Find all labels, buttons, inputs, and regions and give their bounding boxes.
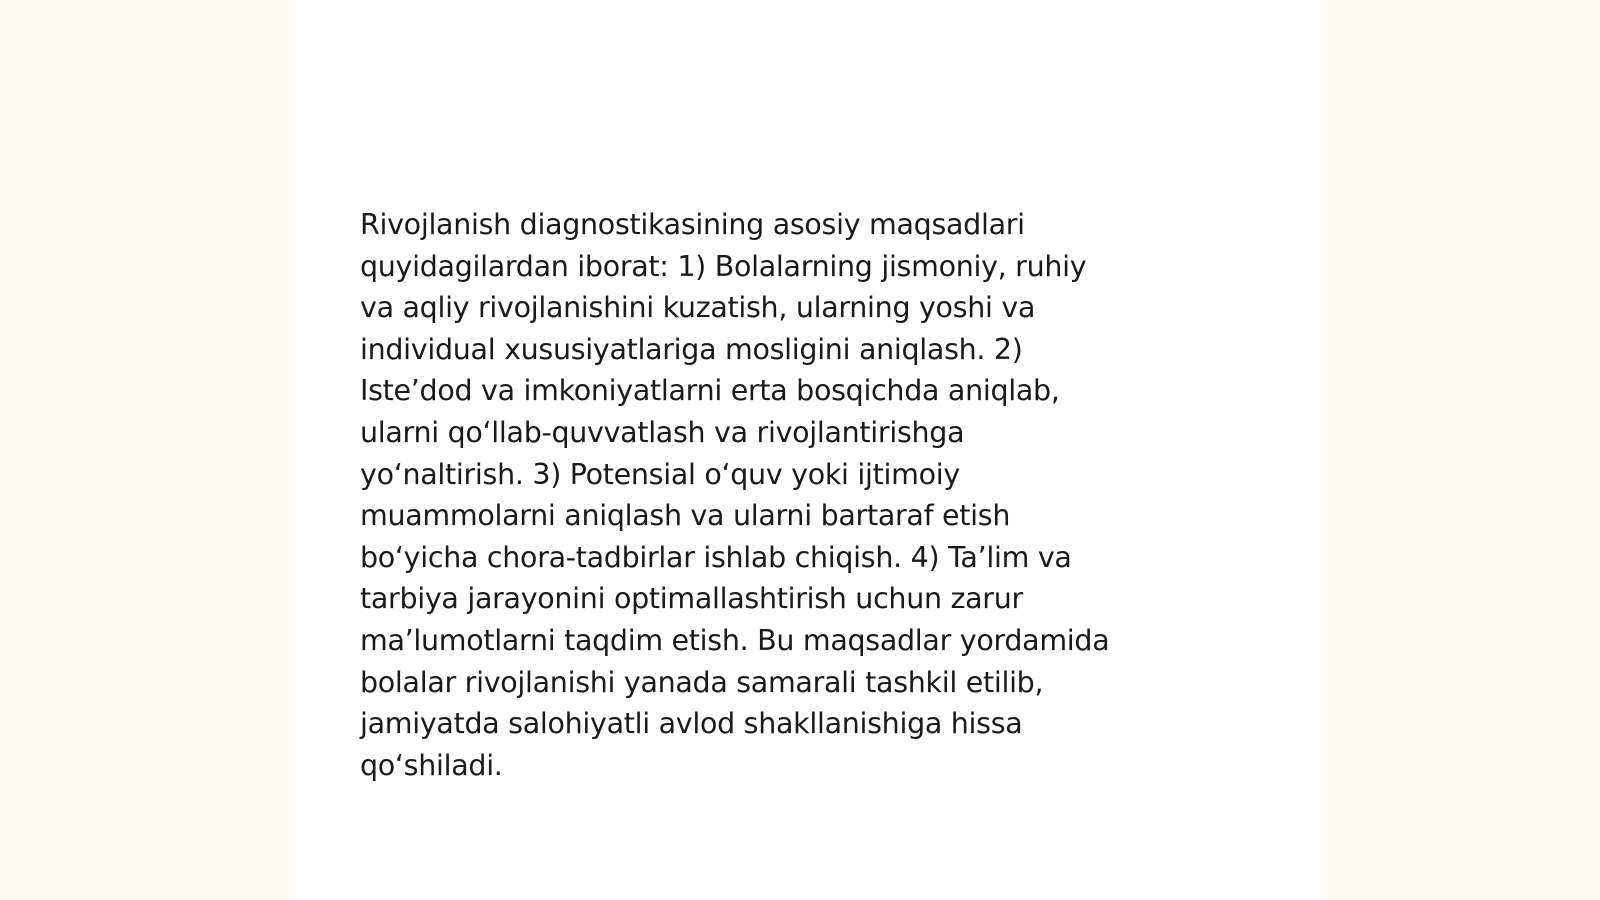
body-line-12: bolalar rivojlanishi yanada samarali tashkil etilib, xyxy=(360,665,1044,699)
body-line-5: Iste’dod va imkoniyatlarni erta bosqichda aniqlab, xyxy=(360,374,1060,408)
body-line-8: muammolarni aniqlash va ularni bartaraf etish xyxy=(360,499,1011,533)
body-line-4: individual xususiyatlariga mosligini aniqlash. 2) xyxy=(360,332,1023,366)
body-line-14: qo‘shiladi. xyxy=(360,748,503,782)
body-line-11: ma’lumotlarni taqdim etish. Bu maqsadlar yordamida xyxy=(360,623,1110,657)
body-line-13: jamiyatda salohiyatli avlod shakllanishiga hissa xyxy=(360,707,1023,741)
body-line-10: tarbiya jarayonini optimallashtirish uchun zarur xyxy=(360,582,1023,616)
slide-body-text xyxy=(360,204,1240,786)
body-line-7: yo‘naltirish. 3) Potensial o‘quv yoki ijtimoiy xyxy=(360,457,960,491)
body-line-1: Rivojlanish diagnostikasining asosiy maqsadlari xyxy=(360,208,1025,241)
slide xyxy=(296,0,1320,900)
body-line-9: bo‘yicha chora-tadbirlar ishlab chiqish. 4) Ta’lim va xyxy=(360,540,1072,574)
body-line-2: quyidagilardan iborat: 1) Bolalarning jismoniy, ruhiy xyxy=(360,249,1087,283)
body-line-6: ularni qo‘llab-quvvatlash va rivojlantirishga xyxy=(360,415,965,449)
body-line-3: va aqliy rivojlanishini kuzatish, ularning yoshi va xyxy=(360,291,1036,325)
